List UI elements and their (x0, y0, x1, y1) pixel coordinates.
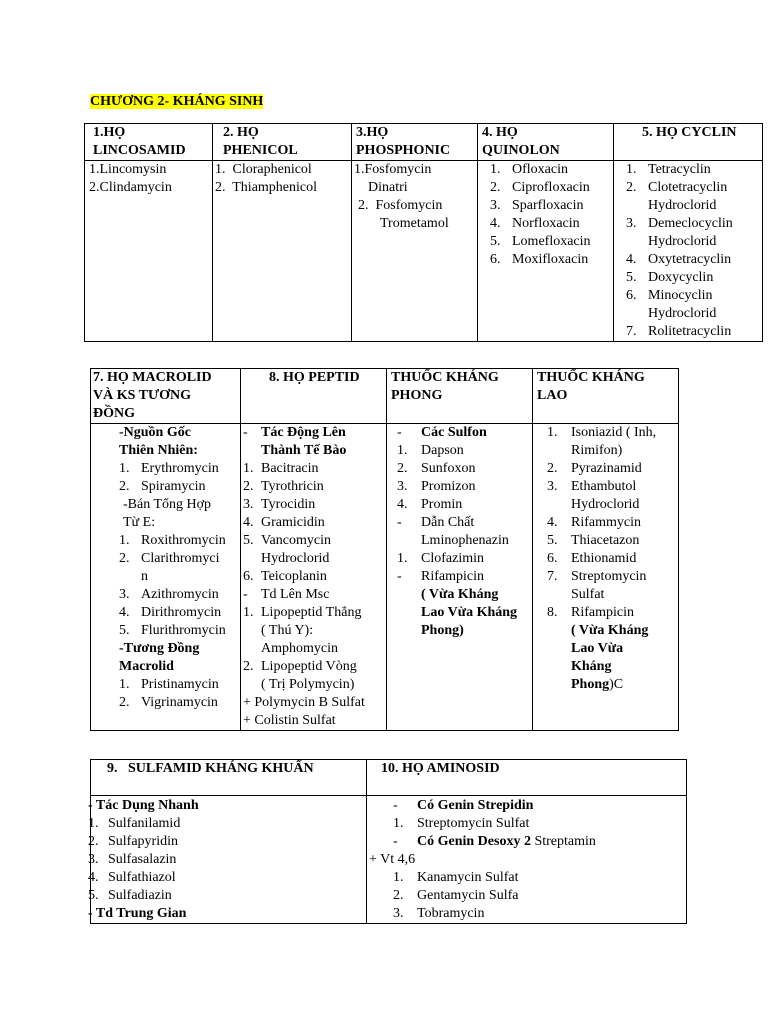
list-item: 2. Spiramycin (119, 479, 206, 494)
list-item: 1.Fosfomycin (354, 162, 432, 177)
list-item: 2. Fosfomycin (358, 198, 443, 213)
list-item: 3. Ethambutol Hydroclorid (547, 479, 640, 512)
list-item: 3. Sparfloxacin (490, 198, 584, 213)
header-phenicol: 2. HỌ PHENICOL (213, 124, 352, 161)
header-phosphonic: 3.HỌ PHOSPHONIC (352, 124, 478, 161)
group-label: - Rifampicin (397, 569, 484, 584)
cell-quinolon (478, 161, 614, 342)
list-item: 5. Doxycyclin (626, 270, 714, 285)
header-khang-lao: THUỐC KHÁNG LAO (533, 369, 679, 424)
list-item: 2. Clotetracyclin Hydroclorid (626, 180, 728, 213)
list-item: 2.Clindamycin (89, 180, 172, 195)
cell-peptid (241, 424, 387, 731)
list-item: 6. Minocyclin Hydroclorid (626, 288, 717, 321)
list-item: 1.Lincomysin (89, 162, 167, 177)
cell-cyclin (614, 161, 763, 342)
list-item: + Colistin Sulfat (243, 713, 336, 728)
list-item: 2. Thiamphenicol (215, 180, 317, 195)
list-item: 1. Kanamycin Sulfat (393, 870, 519, 885)
group-label: - Dẫn Chất Lminophenazin (397, 515, 509, 548)
list-item: 1. Clofazimin (397, 551, 484, 566)
list-item: 6. Ethionamid (547, 551, 637, 566)
list-item: 4. Promin (397, 497, 463, 512)
header-khang-phong: THUỐC KHÁNG PHONG (387, 369, 533, 424)
list-item: 1. Dapson (397, 443, 464, 458)
list-item: 2. Sulfapyridin (88, 834, 178, 849)
cell-khang-phong (387, 424, 533, 731)
list-item: 4. Sulfathiazol (88, 870, 176, 885)
list-item: 1. Sulfanilamid (88, 816, 181, 831)
list-item: 2. Sunfoxon (397, 461, 476, 476)
list-item: 3. Tyrocidin (243, 497, 316, 512)
list-item: 8. Rifampicin (547, 605, 634, 620)
cell-khang-lao (533, 424, 679, 731)
cell-sulfamid (88, 796, 367, 924)
list-item: 3. Promizon (397, 479, 476, 494)
group-label: -Tương Đồng Macrolid (119, 641, 200, 674)
header-lincosamid: 1.HỌ LINCOSAMID (85, 124, 213, 161)
cell-macrolid (91, 424, 241, 731)
list-item: 1. Roxithromycin (119, 533, 226, 548)
list-item: 7. Streptomycin Sulfat (547, 569, 647, 602)
list-item: 2. Gentamycin Sulfa (393, 888, 519, 903)
list-item: 6. Moxifloxacin (490, 252, 589, 267)
list-item: 4. Norfloxacin (490, 216, 580, 231)
header-aminosid: 10. HỌ AMINOSID (367, 760, 687, 796)
list-item: 5. Thiacetazon (547, 533, 640, 548)
list-item: 3. Demeclocyclin Hydroclorid (626, 216, 733, 249)
page-title: CHƯƠNG 2- KHÁNG SINH (90, 94, 264, 109)
list-item: 1. Streptomycin Sulfat (393, 816, 530, 831)
table-antibiotic-families-1 (84, 123, 763, 342)
list-item: Dinatri (368, 180, 408, 195)
group-label: - Các Sulfon (397, 425, 487, 440)
list-item: + Polymycin B Sulfat (243, 695, 365, 710)
list-item: 1. Lipopeptid Thẳng ( Thú Y): Amphomycin (243, 605, 362, 656)
list-item: 5. Lomefloxacin (490, 234, 591, 249)
header-sulfamid: 9. SULFAMID KHÁNG KHUẨN (91, 760, 367, 796)
list-item: 6. Teicoplanin (243, 569, 327, 584)
list-item: 2. Clarithromyci n (119, 551, 220, 584)
list-item: 1. Erythromycin (119, 461, 219, 476)
list-item: 1. Tetracyclin (626, 162, 711, 177)
list-item: + Vt 4,6 (369, 852, 416, 867)
list-item: 2. Pyrazinamid (547, 461, 642, 476)
group-label: -Nguồn Gốc Thiên Nhiên: (119, 425, 198, 458)
header-quinolon: 4. HỌ QUINOLON (478, 124, 614, 161)
list-item: 1. Bacitracin (243, 461, 319, 476)
cell-lincosamid (85, 161, 213, 342)
list-item: 4. Dirithromycin (119, 605, 222, 620)
group-label: - Có Genin Desoxy 2 Streptamin (393, 834, 596, 849)
list-item: 1. Cloraphenicol (215, 162, 312, 177)
list-item: Trometamol (380, 216, 449, 231)
cell-aminosid (367, 796, 687, 924)
list-item: 5. Vancomycin Hydroclorid (243, 533, 331, 566)
group-label: - Td Lên Msc (243, 587, 330, 602)
header-peptid: 8. HỌ PEPTID (241, 369, 387, 424)
header-macrolid: 7. HỌ MACROLID VÀ KS TƯƠNG ĐỒNG (91, 369, 241, 424)
list-item: 3. Tobramycin (393, 906, 485, 921)
list-item: 4. Gramicidin (243, 515, 325, 530)
list-item: 3. Azithromycin (119, 587, 219, 602)
list-item: 1. Isoniazid ( Inh, Rimifon) (547, 425, 657, 458)
list-item: 2. Vigrinamycin (119, 695, 218, 710)
note: ( Vừa Kháng Lao Vừa Kháng Phong) (421, 587, 518, 638)
list-item: 2. Lipopeptid Vòng ( Trị Polymycin) (243, 659, 357, 692)
group-label: - Tác Dụng Nhanh (88, 798, 199, 813)
list-item: 7. Rolitetracyclin (626, 324, 732, 339)
table-antibiotic-families-3 (90, 759, 687, 924)
list-item: 4. Oxytetracyclin (626, 252, 732, 267)
header-cyclin: 5. HỌ CYCLIN (614, 124, 763, 161)
list-item: 4. Rifammycin (547, 515, 641, 530)
cell-phenicol (213, 161, 352, 342)
group-label: - Có Genin Strepidin (393, 798, 534, 813)
list-item: 3. Sulfasalazin (88, 852, 177, 867)
list-item: 5. Sulfadiazin (88, 888, 172, 903)
cell-phosphonic (352, 161, 478, 342)
list-item: 2. Ciprofloxacin (490, 180, 590, 195)
note: ( Vừa Kháng Lao Vừa Kháng Phong)C (571, 623, 649, 692)
group-label: -Bán Tổng Hợp Từ E: (123, 497, 212, 530)
group-label: - Td Trung Gian (88, 906, 187, 921)
list-item: 5. Flurithromycin (119, 623, 226, 638)
list-item: 1. Ofloxacin (490, 162, 568, 177)
group-label: - Tác Động Lên Thành Tế Bào (243, 425, 347, 458)
list-item: 2. Tyrothricin (243, 479, 324, 494)
table-antibiotic-families-2 (90, 368, 679, 731)
list-item: 1. Pristinamycin (119, 677, 219, 692)
